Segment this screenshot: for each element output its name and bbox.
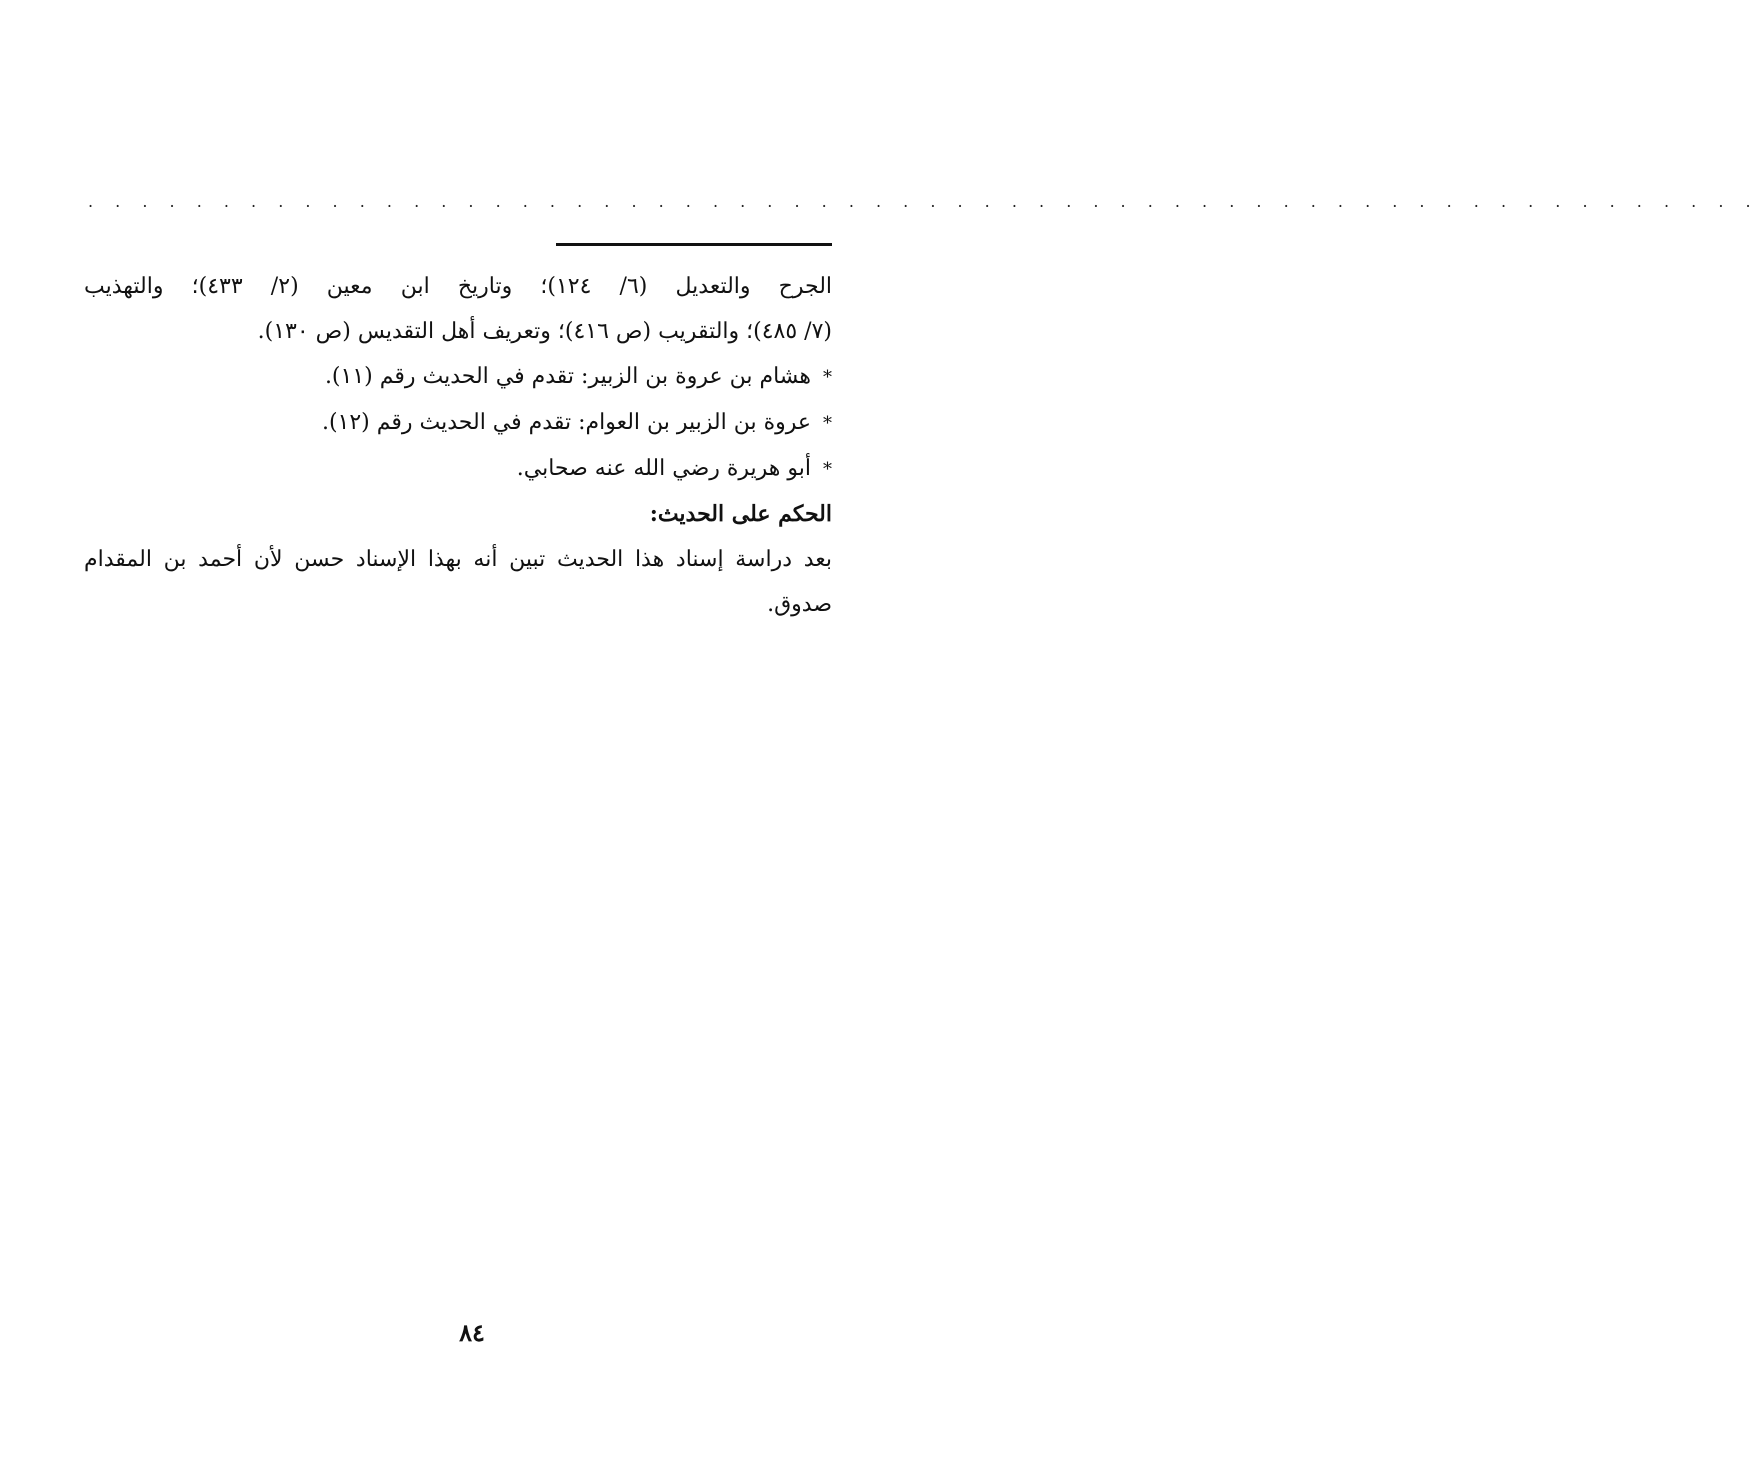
narrator-text: عروة بن الزبير بن العوام: تقدم في الحديث رقم (١٢). [321,410,811,435]
star-bullet-icon: * [823,367,832,388]
footnote-line-1: الجرح والتعديل (٦/ ١٢٤)؛ وتاريخ ابن معين (٢/ ٤٣٣)؛ والتهذيب [84,274,833,299]
ruling-line-2: صدوق. [767,592,832,617]
star-bullet-icon: * [823,413,832,434]
narrator-text: هشام بن عروة بن الزبير: تقدم في الحديث رقم (١١). [324,364,811,389]
footnote-rule [556,243,832,246]
ruling-line-1: بعد دراسة إسناد هذا الحديث تبين أنه بهذا الإسناد حسن لأن أحمد بن المقدام [84,547,832,572]
narrator-item [84,400,832,446]
star-bullet-icon: * [823,459,832,480]
page-body [84,264,832,627]
narrator-item [84,446,832,492]
dotted-separator: . . . . . . . . . . . . . . . . . . . . . . . . . . . . . . . . . . . . . . . . . . . . . . . . . . . . . . . . . . . . . . [88,192,1759,211]
narrator-text: أبو هريرة رضي الله عنه صحابي. [516,456,811,481]
page-number: ٨٤ [459,1318,485,1347]
footnote-line-2: (٧/ ٤٨٥)؛ والتقريب (ص ٤١٦)؛ وتعريف أهل التقديس (ص ١٣٠). [257,319,832,344]
narrator-item [84,354,832,400]
ruling-heading: الحكم على الحديث: [649,501,832,527]
